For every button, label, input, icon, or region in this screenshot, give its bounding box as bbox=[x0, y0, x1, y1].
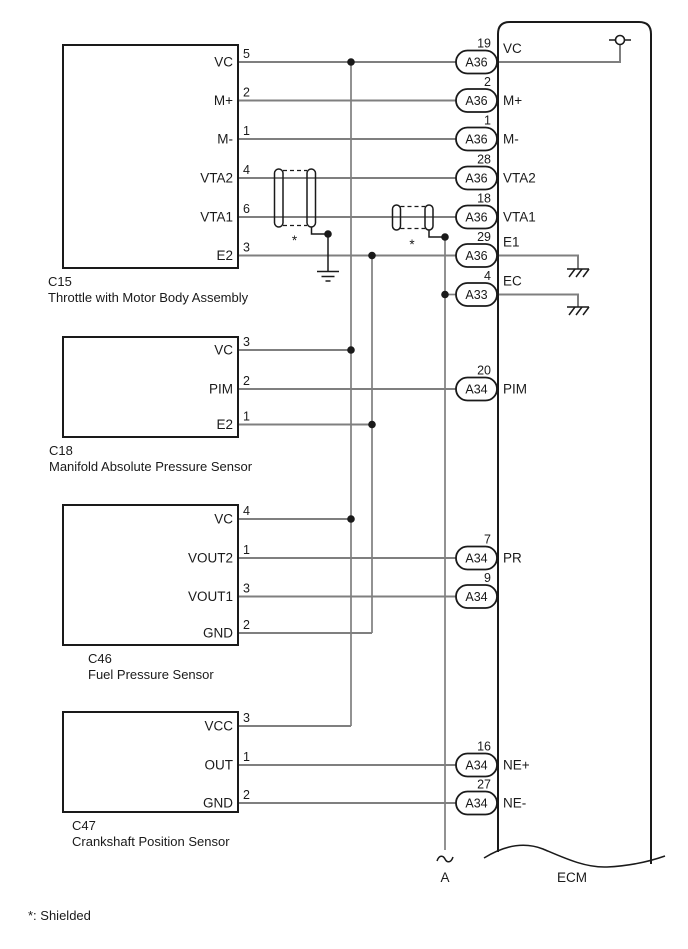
c46-id: C46 bbox=[88, 651, 112, 666]
junction-dot bbox=[324, 230, 332, 238]
c47-name: Crankshaft Position Sensor bbox=[72, 834, 230, 849]
c47-id: C47 bbox=[72, 818, 96, 833]
ecm-pin-number: 16 bbox=[477, 739, 491, 754]
ecm-label: ECM bbox=[557, 870, 587, 885]
ecm-pin-label-pim: PIM bbox=[503, 381, 528, 397]
ecm-pin-number: 2 bbox=[484, 75, 491, 89]
shield-a-tilde bbox=[437, 856, 453, 862]
connector-label: A34 bbox=[465, 382, 488, 397]
c18-name: Manifold Absolute Pressure Sensor bbox=[49, 459, 253, 474]
wire-ecm-ec-internal bbox=[497, 295, 578, 308]
c46-pin-texts bbox=[88, 504, 250, 682]
ecm-break-wave bbox=[484, 845, 665, 867]
ecm-pin-number: 1 bbox=[484, 113, 491, 128]
ecm-pin-label-mplus: M+ bbox=[503, 93, 523, 108]
c15-pin-label-mplus: M+ bbox=[213, 93, 233, 108]
connector-label: A34 bbox=[465, 758, 488, 773]
c15-pin-number: 5 bbox=[243, 47, 250, 61]
c15-pin-number: 2 bbox=[243, 85, 250, 100]
shielded-note: *: Shielded bbox=[28, 908, 91, 923]
shield-a-label: A bbox=[440, 870, 450, 885]
c18-id: C18 bbox=[49, 443, 73, 458]
c46-pin-label-vout1: VOUT1 bbox=[187, 589, 233, 604]
ec-ground-icon bbox=[567, 307, 589, 315]
c18-pin-label-pim: PIM bbox=[208, 381, 233, 397]
c15-name: Throttle with Motor Body Assembly bbox=[48, 290, 249, 305]
ecm-pin-label-vta1: VTA1 bbox=[503, 209, 536, 225]
ecm-pin-labels bbox=[503, 41, 536, 811]
c47-pin-texts bbox=[72, 711, 250, 849]
vc-terminal-symbol bbox=[609, 36, 631, 45]
c18-pin-texts bbox=[49, 335, 253, 474]
c47-pin-number: 1 bbox=[243, 750, 250, 764]
ecm-pin-label-neplus: NE+ bbox=[503, 757, 530, 773]
connector-label: A36 bbox=[465, 249, 488, 263]
c46-pin-number: 2 bbox=[243, 618, 250, 632]
c46-pin-label-vout2: VOUT2 bbox=[187, 550, 233, 566]
connector-label: A34 bbox=[465, 796, 488, 811]
bus-wires bbox=[351, 62, 458, 850]
c15-pin-number: 3 bbox=[243, 240, 250, 255]
ecm-pin-label-vc: VC bbox=[503, 41, 522, 56]
c47-pin-label-out: OUT bbox=[204, 757, 233, 773]
ecm-outline bbox=[498, 22, 651, 864]
junction-dot bbox=[347, 58, 355, 66]
c15-pin-label-mminus: M- bbox=[217, 131, 233, 147]
ecm-pin-label-pr: PR bbox=[503, 550, 522, 566]
vc-terminal-circle bbox=[616, 36, 625, 45]
sensor-wires bbox=[238, 62, 458, 803]
ecm-pin-number: 18 bbox=[477, 191, 491, 206]
ecm-pin-number: 19 bbox=[477, 36, 491, 51]
ecm-pin-label-ec: EC bbox=[503, 273, 522, 289]
ecm-pin-number: 27 bbox=[477, 777, 491, 792]
ecm-pin-number: 29 bbox=[477, 230, 491, 244]
junction-dot bbox=[347, 515, 355, 523]
connector-label: A36 bbox=[465, 210, 488, 225]
connector-label: A36 bbox=[465, 55, 488, 70]
ecm-pin-number: 4 bbox=[484, 269, 491, 283]
ecm-pin-number: 20 bbox=[477, 363, 491, 378]
c46-pin-label-vc: VC bbox=[214, 511, 233, 527]
connector-label: A34 bbox=[465, 590, 488, 604]
connector-label: A36 bbox=[465, 94, 488, 108]
ecm-pin-label-e1: E1 bbox=[503, 234, 520, 250]
c15-pin-texts bbox=[48, 47, 250, 305]
connector-label: A36 bbox=[465, 171, 488, 186]
c15-box bbox=[63, 45, 238, 268]
ecm-pin-label-neminus: NE- bbox=[503, 795, 527, 811]
connector-label: A36 bbox=[465, 132, 488, 147]
c46-pin-number: 3 bbox=[243, 581, 250, 596]
ecm-pin-number: 9 bbox=[484, 571, 491, 585]
c15-pin-number: 1 bbox=[243, 124, 250, 138]
c15-pin-label-vta1: VTA1 bbox=[200, 209, 233, 225]
junction-dot bbox=[441, 291, 449, 299]
junction-dot bbox=[441, 233, 449, 241]
c18-pin-number: 1 bbox=[243, 409, 250, 424]
c15-pin-label-e2: E2 bbox=[216, 248, 233, 263]
c47-pin-label-gnd: GND bbox=[203, 795, 233, 811]
connector-label: A33 bbox=[465, 288, 488, 302]
ecm-pin-label-vta2: VTA2 bbox=[503, 170, 536, 186]
connector-label: A34 bbox=[465, 551, 488, 566]
e1-ground-icon bbox=[567, 269, 589, 277]
c46-box bbox=[63, 505, 238, 645]
c15-pin-number: 6 bbox=[243, 202, 250, 216]
c18-pin-label-e2: E2 bbox=[216, 417, 233, 432]
c18-pin-label-vc: VC bbox=[214, 342, 233, 358]
c47-pin-number: 3 bbox=[243, 711, 250, 725]
junction-dot bbox=[368, 252, 376, 260]
wire-ecm-e1-internal bbox=[497, 256, 578, 270]
ecm-pin-label-mminus: M- bbox=[503, 131, 519, 147]
c47-pin-label-vcc: VCC bbox=[204, 718, 233, 734]
ecm-pin-number: 7 bbox=[484, 532, 491, 547]
ecm-pin-number: 28 bbox=[477, 152, 491, 167]
c47-pin-number: 2 bbox=[243, 788, 250, 802]
shield1-asterisk: * bbox=[291, 233, 298, 248]
junction-dot bbox=[347, 346, 355, 354]
c46-pin-number: 4 bbox=[243, 504, 250, 518]
c15-pin-label-vc: VC bbox=[214, 54, 233, 70]
c15-pin-number: 4 bbox=[243, 163, 250, 177]
c18-pin-number: 2 bbox=[243, 374, 250, 388]
c18-pin-number: 3 bbox=[243, 335, 250, 349]
shield-symbol-2 bbox=[393, 205, 446, 237]
junction-dots bbox=[324, 58, 449, 523]
c15-pin-label-vta2: VTA2 bbox=[200, 170, 233, 186]
shield1-ground-icon bbox=[317, 234, 339, 281]
c46-pin-label-gnd: GND bbox=[203, 625, 233, 641]
c46-name: Fuel Pressure Sensor bbox=[88, 667, 214, 682]
c46-pin-number: 1 bbox=[243, 543, 250, 557]
junction-dot bbox=[368, 421, 376, 429]
shield2-asterisk: * bbox=[409, 237, 415, 252]
c15-id: C15 bbox=[48, 274, 72, 289]
